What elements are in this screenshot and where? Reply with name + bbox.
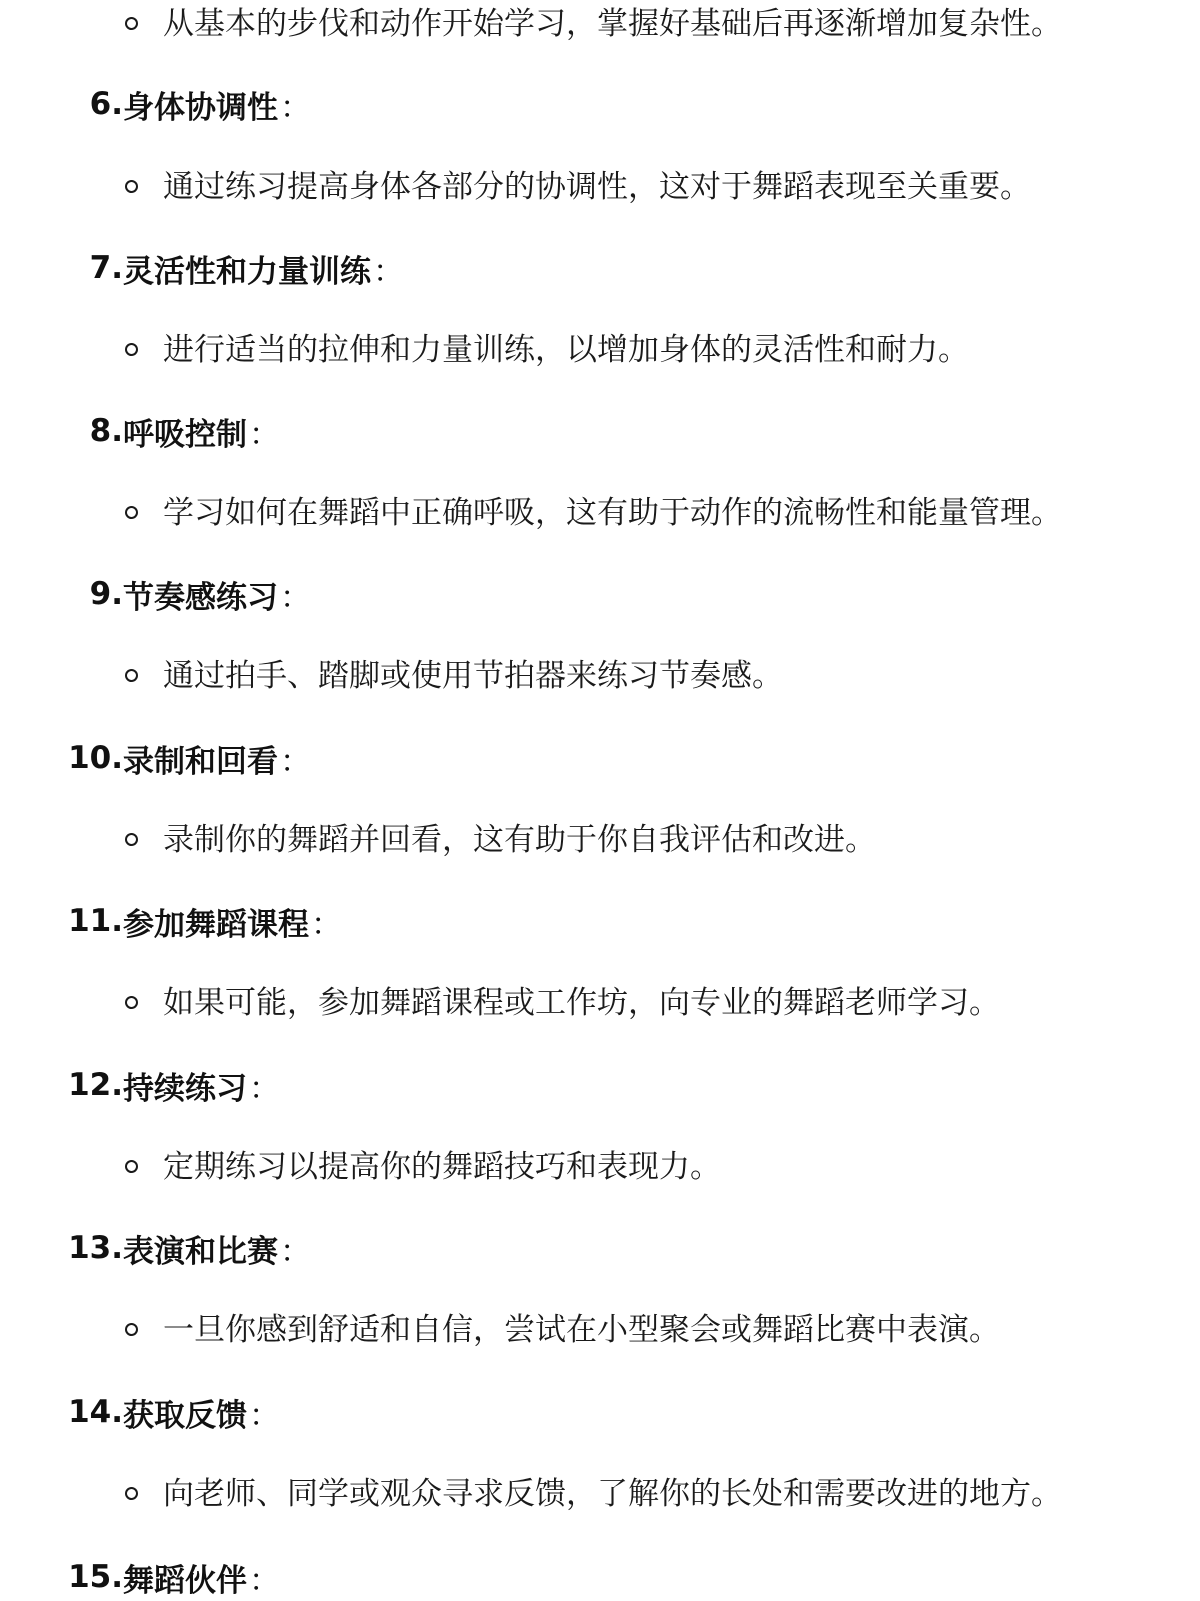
list-item-bullet bbox=[0, 489, 1200, 537]
list-title bbox=[123, 409, 280, 454]
list-item-bullet bbox=[0, 652, 1200, 700]
hollow-circle-bullet-icon bbox=[125, 996, 138, 1009]
hollow-circle-bullet-icon bbox=[125, 17, 138, 30]
list-number: 11. bbox=[68, 903, 123, 939]
list-heading bbox=[0, 897, 1200, 945]
list-title-colon: ： bbox=[249, 1562, 280, 1599]
bullet-text: 进行适当的拉伸和力量训练，以增加身体的灵活性和耐力。 bbox=[163, 332, 969, 368]
list-title bbox=[123, 246, 404, 291]
list-title bbox=[123, 736, 311, 781]
hollow-circle-bullet-icon bbox=[125, 833, 138, 846]
list-heading bbox=[0, 1388, 1200, 1436]
list-title-text: 参加舞蹈课程 bbox=[123, 906, 309, 943]
list-number: 15. bbox=[68, 1559, 123, 1595]
list-title-text: 呼吸控制 bbox=[123, 416, 247, 453]
bullet-text: 一旦你感到舒适和自信，尝试在小型聚会或舞蹈比赛中表演。 bbox=[163, 1312, 1000, 1348]
list-title-colon: ： bbox=[311, 906, 342, 943]
list-title-text: 舞蹈伙伴 bbox=[123, 1562, 247, 1599]
list-item-bullet bbox=[0, 0, 1200, 48]
bullet-text: 录制你的舞蹈并回看，这有助于你自我评估和改进。 bbox=[163, 822, 876, 858]
list-title-colon: ： bbox=[373, 253, 404, 290]
list-title-text: 表演和比赛 bbox=[123, 1233, 278, 1270]
list-heading bbox=[0, 1061, 1200, 1109]
bullet-text: 向老师、同学或观众寻求反馈，了解你的长处和需要改进的地方。 bbox=[163, 1476, 1062, 1512]
list-number: 14. bbox=[68, 1394, 123, 1430]
list-title-colon: ： bbox=[249, 1397, 280, 1434]
list-number: 8. bbox=[89, 413, 123, 449]
list-title bbox=[123, 1390, 280, 1435]
list-number: 9. bbox=[89, 576, 123, 612]
list-title-colon: ： bbox=[249, 416, 280, 453]
list-title-text: 身体协调性 bbox=[123, 89, 278, 126]
list-item-bullet bbox=[0, 326, 1200, 374]
hollow-circle-bullet-icon bbox=[125, 669, 138, 682]
list-item-bullet bbox=[0, 1470, 1200, 1518]
list-title-colon: ： bbox=[280, 1233, 311, 1270]
list-title bbox=[123, 1063, 280, 1108]
hollow-circle-bullet-icon bbox=[125, 1323, 138, 1336]
list-number: 7. bbox=[89, 250, 123, 286]
list-number: 12. bbox=[68, 1067, 123, 1103]
list-heading bbox=[0, 80, 1200, 128]
list-title-text: 持续练习 bbox=[123, 1070, 247, 1107]
bullet-text: 通过拍手、踏脚或使用节拍器来练习节奏感。 bbox=[163, 658, 783, 694]
list-title bbox=[123, 899, 342, 944]
bullet-text: 如果可能，参加舞蹈课程或工作坊，向专业的舞蹈老师学习。 bbox=[163, 985, 1000, 1021]
hollow-circle-bullet-icon bbox=[125, 180, 138, 193]
list-heading bbox=[0, 244, 1200, 292]
list-title bbox=[123, 1555, 280, 1600]
list-item-bullet bbox=[0, 979, 1200, 1027]
hollow-circle-bullet-icon bbox=[125, 506, 138, 519]
list-heading bbox=[0, 407, 1200, 455]
list-title-colon: ： bbox=[249, 1070, 280, 1107]
list-title-text: 灵活性和力量训练 bbox=[123, 253, 371, 290]
bullet-text: 定期练习以提高你的舞蹈技巧和表现力。 bbox=[163, 1149, 721, 1185]
list-title-text: 获取反馈 bbox=[123, 1397, 247, 1434]
list-number: 6. bbox=[89, 86, 123, 122]
list-title-text: 录制和回看 bbox=[123, 743, 278, 780]
bullet-text: 通过练习提高身体各部分的协调性，这对于舞蹈表现至关重要。 bbox=[163, 169, 1031, 205]
list-title-colon: ： bbox=[280, 89, 311, 126]
list-title-colon: ： bbox=[280, 743, 311, 780]
list-item-bullet bbox=[0, 163, 1200, 211]
list-heading bbox=[0, 1224, 1200, 1272]
list-title bbox=[123, 82, 311, 127]
list-number: 10. bbox=[68, 740, 123, 776]
list-title-colon: ： bbox=[280, 579, 311, 616]
list-title-text: 节奏感练习 bbox=[123, 579, 278, 616]
bullet-text: 学习如何在舞蹈中正确呼吸，这有助于动作的流畅性和能量管理。 bbox=[163, 495, 1062, 531]
list-title bbox=[123, 1226, 311, 1271]
bullet-text: 从基本的步伐和动作开始学习，掌握好基础后再逐渐增加复杂性。 bbox=[163, 6, 1062, 42]
list-item-bullet bbox=[0, 816, 1200, 864]
hollow-circle-bullet-icon bbox=[125, 343, 138, 356]
list-number: 13. bbox=[68, 1230, 123, 1266]
hollow-circle-bullet-icon bbox=[125, 1160, 138, 1173]
list-item-bullet bbox=[0, 1306, 1200, 1354]
list-heading bbox=[0, 1553, 1200, 1601]
list-heading bbox=[0, 734, 1200, 782]
hollow-circle-bullet-icon bbox=[125, 1487, 138, 1500]
list-heading bbox=[0, 570, 1200, 618]
list-item-bullet bbox=[0, 1143, 1200, 1191]
list-title bbox=[123, 572, 311, 617]
